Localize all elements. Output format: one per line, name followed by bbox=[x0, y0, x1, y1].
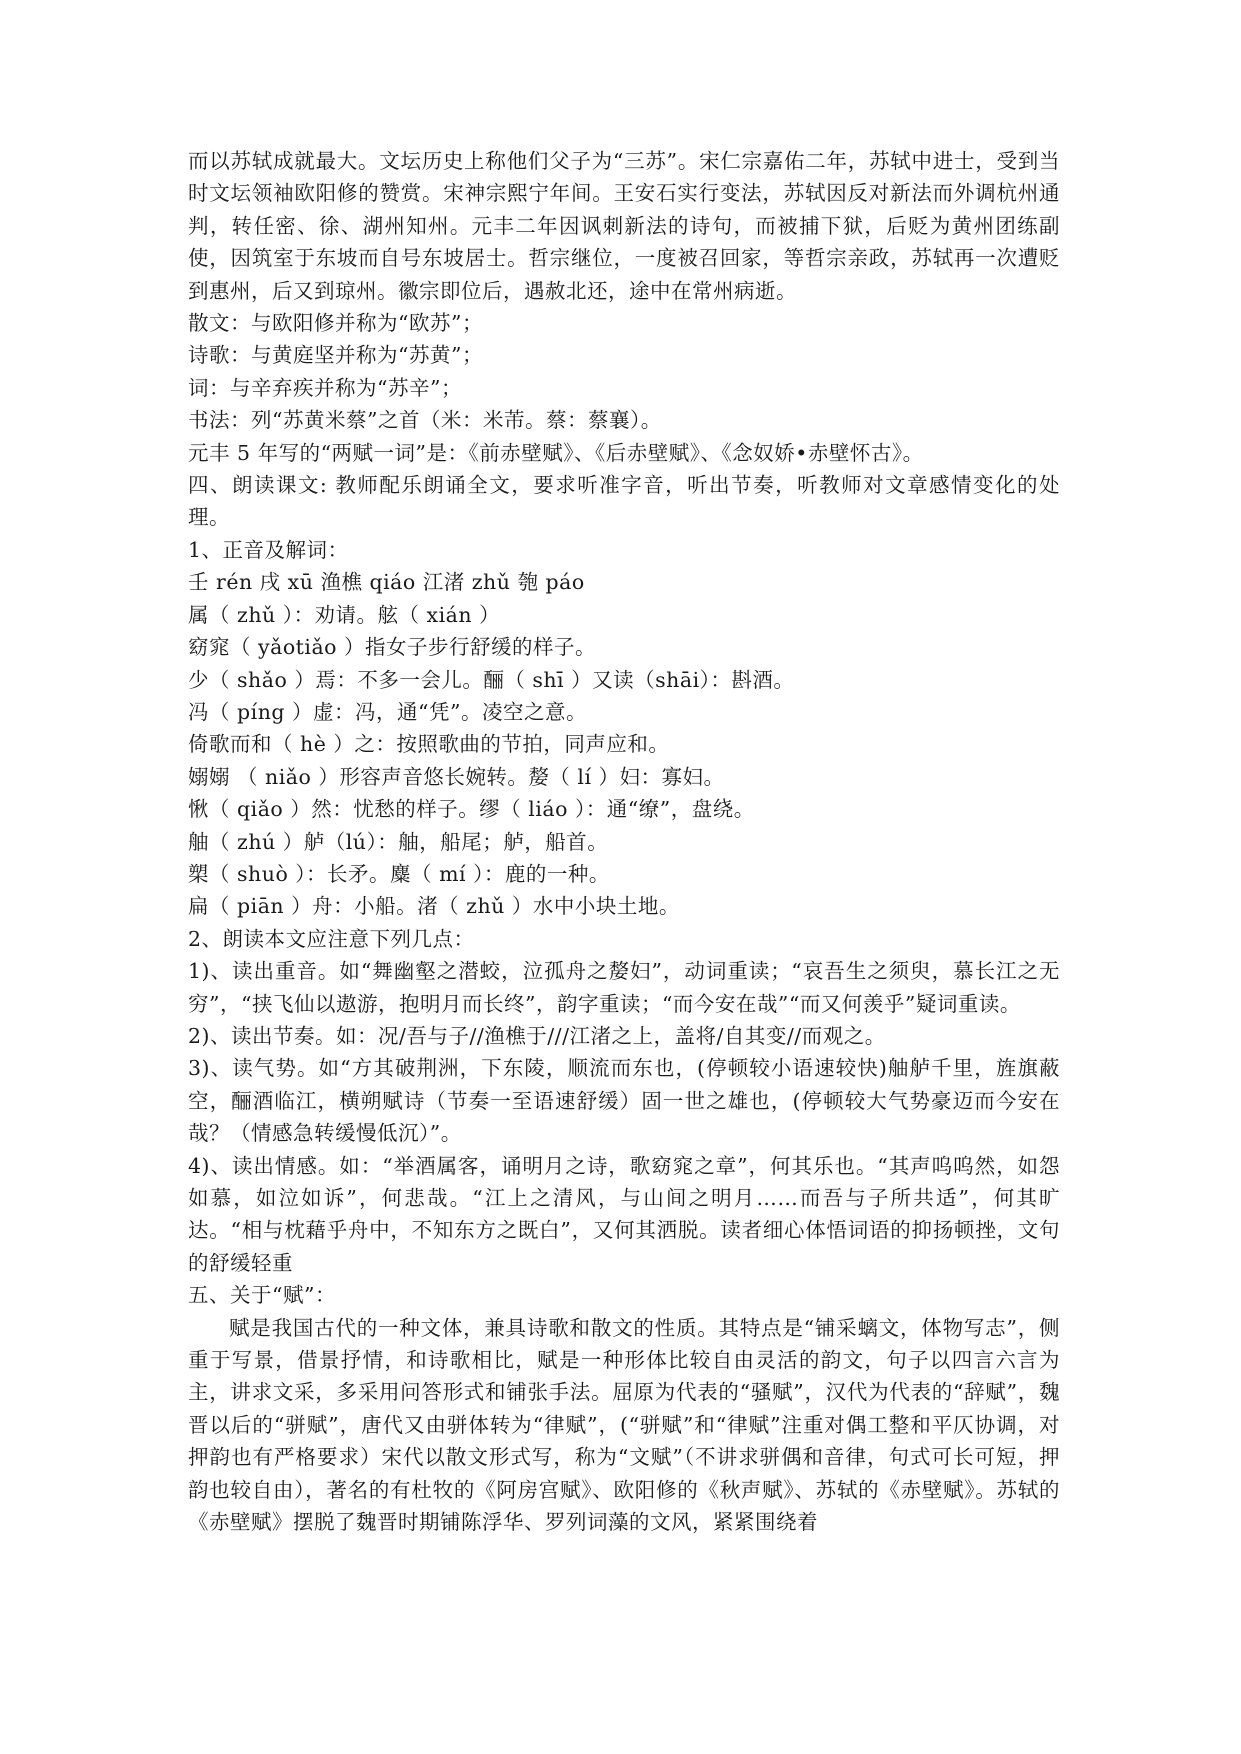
paragraph-stress: 1)、读出重音。如“舞幽壑之潜蛟，泣孤舟之嫠妇”，动词重读；“哀吾生之须臾，慕长江之无穷”，“挟飞仙以遨游，抱明月而长终”，韵字重读；“而今安在哉”“而又何羡乎”疑词重读。 bbox=[188, 959, 1060, 1016]
pronunciation-line: 嫋嫋 （ niǎo ）形容声音悠长婉转。嫠（ lí ）妇：寡妇。 bbox=[188, 764, 725, 789]
section-heading-fu: 五、关于“赋”： bbox=[188, 1283, 336, 1308]
pronunciation-line: 倚歌而和（ hè ）之：按照歌曲的节拍，同声应和。 bbox=[188, 732, 670, 757]
document-page bbox=[188, 145, 1060, 1538]
pronunciation-line: 属（ zhǔ ）：劝请。舷（ xián ） bbox=[188, 602, 501, 627]
pronunciation-line: 槊（ shuò ）：长矛。麋（ mí ）：鹿的一种。 bbox=[188, 861, 610, 886]
paragraph-prose: 散文：与欧阳修并称为“欧苏”； bbox=[188, 311, 483, 336]
pronunciation-line: 舳（ zhú ）舻（lú）：舳，船尾；舻，船首。 bbox=[188, 829, 609, 854]
pronunciation-line: 少（ shǎo ）焉：不多一会儿。酾（ shī ）又读（shāi）：斟酒。 bbox=[188, 667, 795, 692]
pronunciation-line: 壬 rén 戌 xū 渔樵 qiáo 江渚 zhǔ 匏 páo bbox=[188, 570, 585, 595]
paragraph-calligraphy: 书法：列“苏黄米蔡”之首（米：米芾。蔡：蔡襄）。 bbox=[188, 408, 662, 433]
paragraph-momentum: 3)、读气势。如“方其破荆洲，下东陵，顺流而东也，(停顿较小语速较快)舳舻千里，旌旗蔽空，酾酒临江，横朔赋诗（节奏一至语速舒缓）固一世之雄也，(停顿较大气势豪迈而今安在哉？（情感急转缓慢低沉）”。 bbox=[188, 1056, 1060, 1146]
paragraph-rhythm: 2)、读出节奏。如：况/吾与子//渔樵于///江渚之上，盖将/自其变//而观之。 bbox=[188, 1023, 886, 1048]
paragraph-about-fu: 赋是我国古代的一种文体，兼具诗歌和散文的性质。其特点是“铺采螭文，体物写志”，侧重于写景，借景抒情，和诗歌相比，赋是一种形体比较自由灵活的韵文，句子以四言六言为主，讲求文采，多采用问答形式和铺张手法。屈原为代表的“骚赋”，汉代为代表的“辞赋”，魏晋以后的“骈赋”，唐代又由骈体转为“律赋”，(“骈赋”和“律赋”注重对偶工整和平仄协调，对押韵也有严格要求）宋代以散文形式写，称为“文赋”（不讲求骈偶和音律，句式可长可短，押韵也较自由），著名的有杜牧的《阿房宫赋》、欧阳修的《秋声赋》、苏轼的《赤壁赋》。苏轼的《赤壁赋》摆脱了魏晋时期铺陈浮华、罗列词藻的文风，紧紧围绕着 bbox=[188, 1315, 1060, 1535]
pronunciation-line: 窈窕（ yǎotiǎo ）指女子步行舒缓的样子。 bbox=[188, 635, 597, 660]
subheading-reading-points: 2、朗读本文应注意下列几点： bbox=[188, 926, 475, 951]
subheading-pronunciation: 1、正音及解词： bbox=[188, 537, 349, 562]
paragraph-emotion: 4)、读出情感。如：“举酒属客，诵明月之诗，歌窈窕之章”，何其乐也。“其声呜呜然，如怨如慕，如泣如诉”，何悲哉。“江上之清风，与山间之明月……而吾与子所共适”，何其旷达。“相与枕藉乎舟中，不知东方之既白”，又何其洒脱。读者细心体悟词语的抑扬顿挫，文句的舒缓轻重 bbox=[188, 1153, 1060, 1275]
paragraph-two-fu-one-ci: 元丰 5 年写的“两赋一词”是：《前赤壁赋》、《后赤壁赋》、《念奴娇•赤壁怀古》。 bbox=[188, 440, 924, 465]
pronunciation-line: 冯（ píng ）虚：冯，通“凭”。凌空之意。 bbox=[188, 699, 587, 724]
pronunciation-line: 愀（ qiǎo ）然：忧愁的样子。缪（ liáo ）：通“缭”，盘绕。 bbox=[188, 797, 755, 822]
paragraph-su-shi-bio: 而以苏轼成就最大。文坛历史上称他们父子为“三苏”。宋仁宗嘉佑二年，苏轼中进士，受到当时文坛领袖欧阳修的赞赏。宋神宗熙宁年间。王安石实行变法，苏轼因反对新法而外调杭州通判，转任密、徐、湖州知州。元丰二年因讽刺新法的诗句，而被捕下狱，后贬为黄州团练副使，因筑室于东坡而自号东坡居士。哲宗继位，一度被召回家，等哲宗亲政，苏轼再一次遭贬到惠州，后又到琼州。徽宗即位后，遇赦北还，途中在常州病逝。 bbox=[188, 149, 1060, 303]
section-heading-reading: 四、朗读课文: 教师配乐朗诵全文，要求听准字音，听出节奏，听教师对文章感情变化的处理。 bbox=[188, 473, 1060, 530]
pronunciation-line: 扁（ piān ）舟：小船。渚（ zhǔ ）水中小块土地。 bbox=[188, 894, 680, 919]
paragraph-ci: 词：与辛弃疾并称为“苏辛”； bbox=[188, 375, 462, 400]
paragraph-poetry: 诗歌：与黄庭坚并称为“苏黄”； bbox=[188, 343, 483, 368]
